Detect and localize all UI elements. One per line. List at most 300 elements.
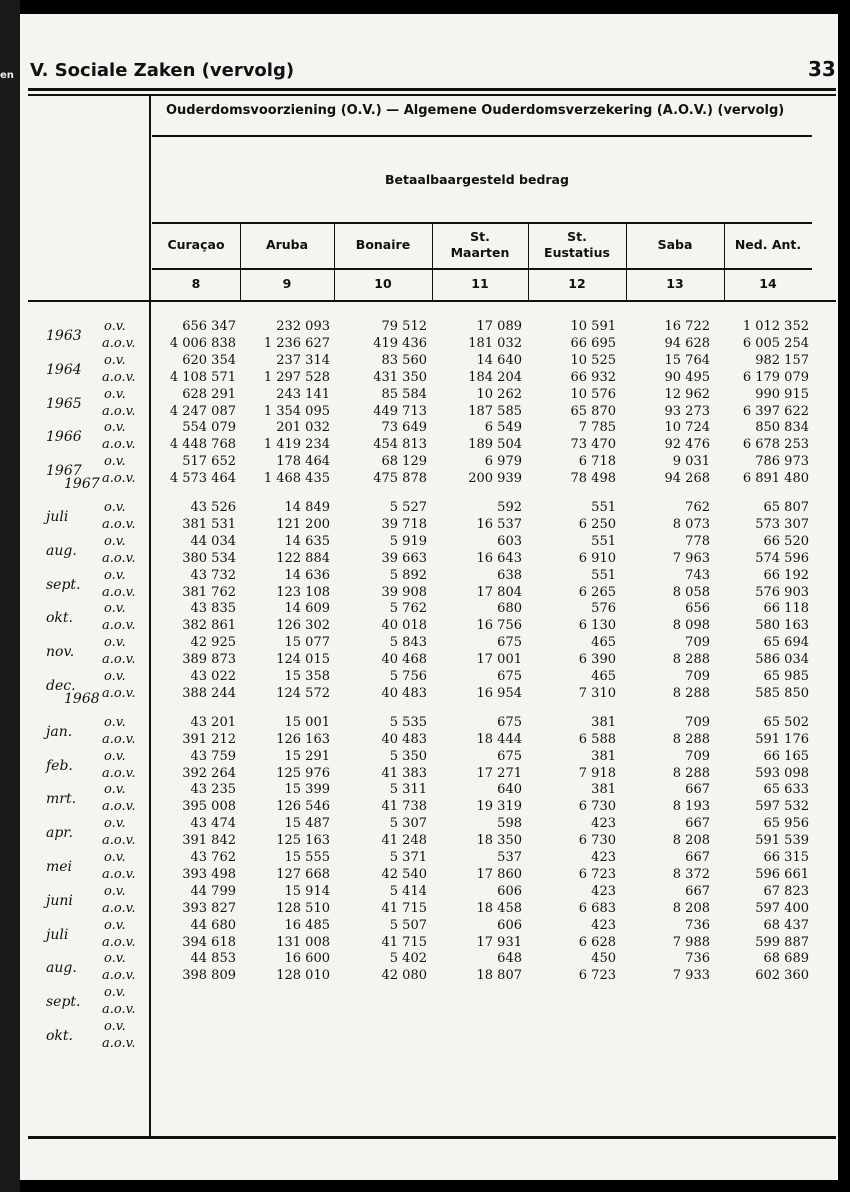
value-cell: 8 372	[672, 866, 710, 882]
row-type-label: o.v.	[104, 601, 126, 617]
row-type-label: a.o.v.	[102, 471, 136, 487]
value-cell: 79 512	[381, 319, 427, 334]
row-type-label: a.o.v.	[102, 934, 136, 950]
value-cell: 656	[685, 601, 710, 617]
value-cell: 18 807	[476, 968, 522, 984]
row-type-label: o.v.	[104, 782, 126, 798]
chapter-title: V. Sociale Zaken (vervolg)	[30, 60, 295, 81]
value-cell: 736	[685, 917, 710, 933]
value-cell: 178 464	[276, 454, 330, 470]
value-cell: 39 908	[381, 584, 427, 600]
value-cell: 709	[685, 714, 710, 730]
value-cell: 17 931	[476, 934, 522, 950]
value-cell: 43 474	[190, 816, 236, 832]
value-cell: 40 483	[381, 731, 427, 747]
value-cell: 92 476	[664, 437, 710, 453]
value-cell: 6 397 622	[742, 403, 809, 419]
row-type-label: o.v.	[104, 850, 126, 865]
table-row	[0, 404, 850, 421]
row-type-label: a.o.v.	[102, 618, 136, 634]
value-cell: 5 535	[389, 714, 427, 730]
value-cell: 10 262	[476, 386, 522, 402]
table-row	[0, 918, 850, 935]
value-cell: 709	[685, 748, 710, 764]
value-cell: 16 600	[284, 951, 330, 967]
value-cell: 232 093	[276, 319, 330, 334]
value-cell: 667	[685, 782, 710, 798]
month-label: juni	[46, 892, 73, 909]
value-cell: 393 827	[182, 900, 236, 916]
month-label: aug.	[46, 542, 77, 559]
value-cell: 126 302	[276, 618, 330, 634]
value-cell: 5 762	[389, 601, 427, 617]
value-cell: 200 939	[468, 471, 522, 487]
table-row	[0, 353, 850, 370]
table-title: Ouderdomsvoorziening (O.V.) — Algemene Ouderdomsverzekering (A.O.V.) (vervolg)	[166, 103, 785, 118]
value-cell: 6 390	[578, 652, 616, 668]
value-cell: 41 383	[381, 765, 427, 781]
row-type-label: o.v.	[104, 635, 126, 651]
value-cell: 580 163	[755, 618, 809, 634]
colhead-rule	[152, 268, 812, 270]
value-cell: 5 414	[389, 883, 427, 899]
section-year-label: 1967	[64, 476, 100, 492]
value-cell: 8 098	[672, 618, 710, 634]
value-cell: 66 695	[570, 335, 616, 351]
value-cell: 9 031	[672, 454, 710, 470]
value-cell: 736	[685, 951, 710, 967]
value-cell: 382 861	[182, 618, 236, 634]
value-cell: 66 118	[763, 601, 809, 617]
month-label: juli	[46, 926, 69, 943]
value-cell: 593 098	[755, 765, 809, 781]
value-cell: 638	[497, 567, 522, 583]
value-cell: 17 089	[476, 319, 522, 334]
value-cell: 4 573 464	[169, 471, 236, 487]
value-cell: 44 034	[190, 533, 236, 549]
value-cell: 41 715	[381, 900, 427, 916]
value-cell: 551	[591, 533, 616, 549]
value-cell: 680	[497, 601, 522, 617]
table-row	[0, 850, 850, 867]
month-label: sept.	[46, 994, 81, 1011]
row-type-label: o.v.	[104, 917, 126, 933]
value-cell: 16 954	[476, 685, 522, 701]
value-cell: 465	[591, 635, 616, 651]
value-cell: 667	[685, 816, 710, 832]
table-row	[0, 471, 850, 488]
value-cell: 6 979	[484, 454, 522, 470]
value-cell: 603	[497, 533, 522, 549]
table-row	[0, 715, 850, 732]
value-cell: 585 850	[755, 685, 809, 701]
value-cell: 393 498	[182, 866, 236, 882]
value-cell: 126 163	[276, 731, 330, 747]
value-cell: 6 730	[578, 833, 616, 849]
value-cell: 982 157	[755, 352, 809, 368]
value-cell: 454 813	[373, 437, 427, 453]
row-type-label: a.o.v.	[102, 550, 136, 566]
table-row	[0, 833, 850, 850]
value-cell: 8 208	[672, 833, 710, 849]
value-cell: 43 732	[190, 567, 236, 583]
table-row	[0, 319, 850, 336]
row-type-label: a.o.v.	[102, 1035, 136, 1051]
value-cell: 44 799	[190, 883, 236, 899]
value-cell: 14 636	[284, 567, 330, 583]
value-cell: 551	[591, 567, 616, 583]
value-cell: 43 201	[190, 714, 236, 730]
value-cell: 41 715	[381, 934, 427, 950]
year-label: 1964	[46, 361, 82, 378]
value-cell: 576	[591, 601, 616, 617]
value-cell: 121 200	[276, 516, 330, 532]
value-cell: 381 762	[182, 584, 236, 600]
value-cell: 127 668	[276, 866, 330, 882]
value-cell: 15 399	[284, 782, 330, 798]
row-type-label: o.v.	[104, 386, 126, 402]
value-cell: 7 785	[578, 420, 616, 436]
value-cell: 42 080	[381, 968, 427, 984]
value-cell: 93 273	[664, 403, 710, 419]
month-label: feb.	[46, 757, 73, 774]
value-cell: 675	[497, 714, 522, 730]
value-cell: 6 130	[578, 618, 616, 634]
value-cell: 15 077	[284, 635, 330, 651]
value-cell: 667	[685, 850, 710, 865]
table-row	[0, 1019, 850, 1036]
value-cell: 4 247 087	[169, 403, 236, 419]
value-cell: 551	[591, 500, 616, 515]
value-cell: 14 635	[284, 533, 330, 549]
value-cell: 66 192	[763, 567, 809, 583]
row-type-label: a.o.v.	[102, 731, 136, 747]
value-cell: 5 756	[389, 669, 427, 684]
value-cell: 8 288	[672, 685, 710, 701]
value-cell: 65 502	[763, 714, 809, 730]
value-cell: 7 918	[578, 765, 616, 781]
value-cell: 423	[591, 850, 616, 865]
table-row	[0, 782, 850, 799]
value-cell: 392 264	[182, 765, 236, 781]
value-cell: 16 756	[476, 618, 522, 634]
value-cell: 395 008	[182, 799, 236, 815]
value-cell: 44 853	[190, 951, 236, 967]
value-cell: 394 618	[182, 934, 236, 950]
value-cell: 68 689	[763, 951, 809, 967]
value-cell: 201 032	[276, 420, 330, 436]
value-cell: 5 892	[389, 567, 427, 583]
value-cell: 14 609	[284, 601, 330, 617]
column-header: Bonaire	[355, 237, 411, 252]
value-cell: 122 884	[276, 550, 330, 566]
row-type-label: a.o.v.	[102, 369, 136, 385]
value-cell: 5 402	[389, 951, 427, 967]
column-number: 12	[568, 276, 586, 291]
value-cell: 381	[591, 714, 616, 730]
value-cell: 573 307	[755, 516, 809, 532]
value-cell: 73 649	[381, 420, 427, 436]
value-cell: 381	[591, 782, 616, 798]
value-cell: 598	[497, 816, 522, 832]
value-cell: 620 354	[182, 352, 236, 368]
table-row	[0, 816, 850, 833]
value-cell: 83 560	[381, 352, 427, 368]
value-cell: 4 006 838	[169, 335, 236, 351]
value-cell: 18 444	[476, 731, 522, 747]
row-type-label: o.v.	[104, 669, 126, 684]
table-row	[0, 370, 850, 387]
column-number: 9	[282, 276, 292, 291]
value-cell: 591 539	[755, 833, 809, 849]
value-cell: 596 661	[755, 866, 809, 882]
table-row	[0, 951, 850, 968]
value-cell: 94 268	[664, 471, 710, 487]
month-label: juli	[46, 509, 69, 525]
value-cell: 10 591	[570, 319, 616, 334]
table-row	[0, 1036, 850, 1053]
row-type-label: o.v.	[104, 500, 126, 515]
value-cell: 576 903	[755, 584, 809, 600]
table-row	[0, 732, 850, 749]
table-row	[0, 336, 850, 353]
value-cell: 18 458	[476, 900, 522, 916]
value-cell: 389 873	[182, 652, 236, 668]
month-label: sept.	[46, 576, 81, 593]
month-label: okt.	[46, 610, 73, 627]
table-row	[0, 420, 850, 437]
value-cell: 12 962	[664, 386, 710, 402]
value-cell: 7 988	[672, 934, 710, 950]
table-row	[0, 1002, 850, 1019]
month-label: mrt.	[46, 791, 77, 808]
value-cell: 6 683	[578, 900, 616, 916]
value-cell: 5 307	[389, 816, 427, 832]
value-cell: 44 680	[190, 917, 236, 933]
row-type-label: a.o.v.	[102, 516, 136, 532]
value-cell: 6 005 254	[742, 335, 809, 351]
value-cell: 40 018	[381, 618, 427, 634]
row-type-label: a.o.v.	[102, 765, 136, 781]
value-cell: 423	[591, 883, 616, 899]
month-label: nov.	[46, 644, 75, 661]
value-cell: 43 762	[190, 850, 236, 865]
value-cell: 5 311	[389, 782, 427, 798]
value-cell: 465	[591, 669, 616, 684]
row-type-label: o.v.	[104, 420, 126, 436]
value-cell: 90 495	[664, 369, 710, 385]
value-cell: 423	[591, 917, 616, 933]
table-row	[0, 985, 850, 1002]
value-cell: 597 400	[755, 900, 809, 916]
value-cell: 16 537	[476, 516, 522, 532]
value-cell: 16 643	[476, 550, 522, 566]
value-cell: 6 179 079	[742, 369, 809, 385]
value-cell: 10 525	[570, 352, 616, 368]
value-cell: 66 932	[570, 369, 616, 385]
value-cell: 592	[497, 500, 522, 515]
value-cell: 15 358	[284, 669, 330, 684]
value-cell: 778	[685, 533, 710, 549]
row-type-label: o.v.	[104, 883, 126, 899]
value-cell: 391 212	[182, 731, 236, 747]
year-label: 1965	[46, 395, 82, 412]
value-cell: 431 350	[373, 369, 427, 385]
adjacent-page-fragment: en	[0, 70, 14, 81]
value-cell: 6 891 480	[742, 471, 809, 487]
table-row	[0, 500, 850, 517]
value-cell: 1 419 234	[263, 437, 330, 453]
value-cell: 8 058	[672, 584, 710, 600]
value-cell: 6 910	[578, 550, 616, 566]
value-cell: 517 652	[182, 454, 236, 470]
value-cell: 597 532	[755, 799, 809, 815]
value-cell: 675	[497, 748, 522, 764]
value-cell: 6 730	[578, 799, 616, 815]
year-label: 1963	[46, 328, 82, 344]
value-cell: 67 823	[763, 883, 809, 899]
row-type-label: o.v.	[104, 454, 126, 470]
value-cell: 17 001	[476, 652, 522, 668]
value-cell: 786 973	[755, 454, 809, 470]
value-cell: 68 437	[763, 917, 809, 933]
row-type-label: a.o.v.	[102, 900, 136, 916]
value-cell: 6 718	[578, 454, 616, 470]
value-cell: 6 549	[484, 420, 522, 436]
value-cell: 10 724	[664, 420, 710, 436]
table-row	[0, 454, 850, 471]
value-cell: 554 079	[182, 420, 236, 436]
value-cell: 5 371	[389, 850, 427, 865]
value-cell: 15 487	[284, 816, 330, 832]
value-cell: 4 448 768	[169, 437, 236, 453]
value-cell: 380 534	[182, 550, 236, 566]
column-number: 11	[471, 276, 489, 291]
row-type-label: a.o.v.	[102, 799, 136, 815]
value-cell: 675	[497, 635, 522, 651]
value-cell: 537	[497, 850, 522, 865]
value-cell: 17 860	[476, 866, 522, 882]
row-type-label: a.o.v.	[102, 833, 136, 849]
table-row	[0, 766, 850, 783]
value-cell: 125 976	[276, 765, 330, 781]
value-cell: 574 596	[755, 550, 809, 566]
column-number: 14	[759, 276, 777, 291]
value-cell: 184 204	[468, 369, 522, 385]
value-cell: 475 878	[373, 471, 427, 487]
value-cell: 1 297 528	[263, 369, 330, 385]
value-cell: 7 310	[578, 685, 616, 701]
column-header: Aruba	[265, 237, 309, 252]
column-header: St. Eustatius	[544, 229, 610, 260]
value-cell: 6 588	[578, 731, 616, 747]
value-cell: 640	[497, 782, 522, 798]
value-cell: 391 842	[182, 833, 236, 849]
value-cell: 656 347	[182, 319, 236, 334]
table-row	[0, 517, 850, 534]
value-cell: 40 468	[381, 652, 427, 668]
value-cell: 65 633	[763, 782, 809, 798]
value-cell: 17 271	[476, 765, 522, 781]
value-cell: 243 141	[276, 386, 330, 402]
value-cell: 14 849	[284, 500, 330, 515]
row-type-label: o.v.	[104, 319, 126, 334]
value-cell: 17 804	[476, 584, 522, 600]
value-cell: 449 713	[373, 403, 427, 419]
header-rule	[28, 88, 836, 91]
value-cell: 187 585	[468, 403, 522, 419]
row-type-label: a.o.v.	[102, 866, 136, 882]
row-type-label: o.v.	[104, 1019, 126, 1034]
value-cell: 8 193	[672, 799, 710, 815]
table-row	[0, 686, 850, 703]
value-cell: 6 723	[578, 866, 616, 882]
value-cell: 65 956	[763, 816, 809, 832]
value-cell: 15 001	[284, 714, 330, 730]
value-cell: 591 176	[755, 731, 809, 747]
value-cell: 126 546	[276, 799, 330, 815]
value-cell: 125 163	[276, 833, 330, 849]
table-row	[0, 618, 850, 635]
value-cell: 423	[591, 816, 616, 832]
table-row	[0, 901, 850, 918]
value-cell: 124 015	[276, 652, 330, 668]
month-label: apr.	[46, 825, 73, 842]
value-cell: 4 108 571	[169, 369, 236, 385]
value-cell: 6 250	[578, 516, 616, 532]
value-cell: 66 520	[763, 533, 809, 549]
table-row	[0, 669, 850, 686]
value-cell: 128 010	[276, 968, 330, 984]
value-cell: 14 640	[476, 352, 522, 368]
value-cell: 15 555	[284, 850, 330, 865]
value-cell: 85 584	[381, 386, 427, 402]
value-cell: 6 678 253	[742, 437, 809, 453]
table-subtitle: Betaalbaargesteld bedrag	[385, 172, 569, 187]
value-cell: 6 265	[578, 584, 616, 600]
value-cell: 131 008	[276, 934, 330, 950]
row-type-label: o.v.	[104, 352, 126, 368]
value-cell: 40 483	[381, 685, 427, 701]
value-cell: 5 919	[389, 533, 427, 549]
month-label: jan.	[46, 723, 73, 740]
value-cell: 41 248	[381, 833, 427, 849]
value-cell: 65 807	[763, 500, 809, 515]
row-type-label: a.o.v.	[102, 437, 136, 453]
value-cell: 743	[685, 567, 710, 583]
value-cell: 41 738	[381, 799, 427, 815]
column-header: Ned. Ant.	[734, 237, 802, 252]
value-cell: 709	[685, 635, 710, 651]
value-cell: 675	[497, 669, 522, 684]
value-cell: 398 809	[182, 968, 236, 984]
value-cell: 8 288	[672, 652, 710, 668]
row-type-label: o.v.	[104, 816, 126, 832]
value-cell: 65 870	[570, 403, 616, 419]
table-row	[0, 749, 850, 766]
table-row	[0, 635, 850, 652]
value-cell: 586 034	[755, 652, 809, 668]
value-cell: 5 527	[389, 500, 427, 515]
value-cell: 5 350	[389, 748, 427, 764]
table-row	[0, 652, 850, 669]
column-header: Saba	[657, 237, 693, 252]
value-cell: 181 032	[468, 335, 522, 351]
row-type-label: a.o.v.	[102, 335, 136, 351]
row-type-label: a.o.v.	[102, 968, 136, 984]
column-number: 13	[666, 276, 684, 291]
month-label: aug.	[46, 960, 77, 977]
